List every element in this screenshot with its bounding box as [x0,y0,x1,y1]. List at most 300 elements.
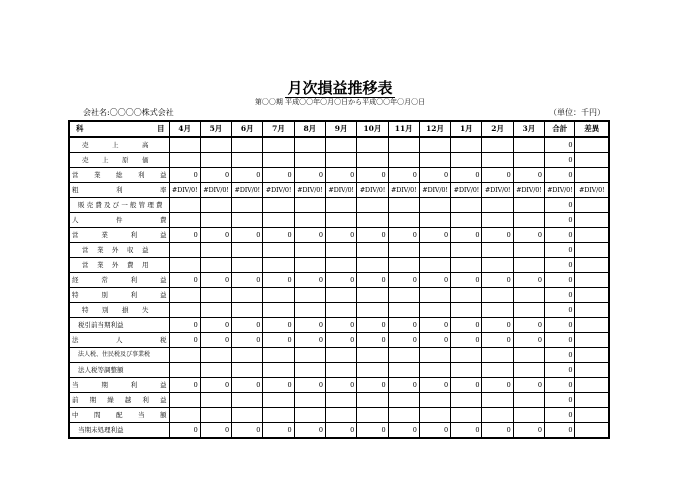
table-cell[interactable] [294,408,325,423]
table-cell[interactable] [200,153,231,168]
table-cell[interactable] [357,393,388,408]
table-cell[interactable]: 0 [169,318,200,333]
table-cell[interactable]: 0 [545,423,575,439]
table-cell[interactable]: 0 [263,318,294,333]
table-cell[interactable] [325,408,356,423]
table-cell[interactable] [232,258,263,273]
table-cell[interactable]: 0 [357,273,388,288]
table-cell[interactable]: 0 [294,228,325,243]
row-label: 税引前当期利益 [69,318,169,333]
table-cell[interactable] [513,408,544,423]
table-cell[interactable]: 0 [357,333,388,348]
table-cell[interactable] [169,288,200,303]
table-cell[interactable] [294,153,325,168]
table-cell[interactable]: 0 [388,273,419,288]
table-cell[interactable]: 0 [482,228,513,243]
table-cell[interactable]: 0 [325,333,356,348]
table-cell[interactable]: 0 [263,273,294,288]
column-header: 1月 [451,121,482,137]
table-cell[interactable]: 0 [451,168,482,183]
table-cell[interactable]: #DIV/0! [294,183,325,198]
table-cell[interactable] [263,408,294,423]
table-cell[interactable]: 0 [482,333,513,348]
table-cell[interactable]: #DIV/0! [200,183,231,198]
table-cell[interactable] [200,137,231,153]
table-cell[interactable] [388,258,419,273]
table-cell[interactable]: 0 [388,318,419,333]
table-cell[interactable] [357,258,388,273]
table-cell[interactable] [357,303,388,318]
table-cell[interactable]: 0 [325,168,356,183]
table-cell[interactable]: 0 [482,378,513,393]
table-cell[interactable] [294,198,325,213]
table-cell[interactable]: 0 [294,333,325,348]
table-cell[interactable] [575,423,609,439]
table-cell[interactable]: 0 [200,318,231,333]
table-cell[interactable] [232,213,263,228]
table-cell[interactable] [200,348,231,363]
table-cell[interactable]: 0 [169,228,200,243]
table-cell[interactable] [263,303,294,318]
table-cell[interactable] [575,258,609,273]
table-cell[interactable] [232,348,263,363]
table-cell[interactable]: #DIV/0! [482,183,513,198]
column-header: 5月 [200,121,231,137]
table-cell[interactable]: 0 [419,333,450,348]
column-header: 4月 [169,121,200,137]
table-cell[interactable] [388,393,419,408]
table-cell[interactable]: 0 [545,288,575,303]
table-cell[interactable] [451,348,482,363]
table-cell[interactable] [419,288,450,303]
table-cell[interactable] [232,198,263,213]
table-cell[interactable]: 0 [513,333,544,348]
table-cell[interactable] [232,243,263,258]
table-cell[interactable] [482,288,513,303]
table-cell[interactable] [263,393,294,408]
table-cell[interactable] [575,243,609,258]
row-label: 販売費及び一般管理費 [69,198,169,213]
table-cell[interactable]: 0 [419,318,450,333]
table-cell[interactable] [513,348,544,363]
table-cell[interactable] [419,303,450,318]
table-cell[interactable] [513,243,544,258]
table-cell[interactable] [232,393,263,408]
table-cell[interactable]: 0 [263,378,294,393]
table-cell[interactable] [575,348,609,363]
table-cell[interactable]: 0 [419,273,450,288]
table-cell[interactable] [325,153,356,168]
column-header: 7月 [263,121,294,137]
table-cell[interactable] [325,393,356,408]
table-cell[interactable] [513,198,544,213]
table-cell[interactable] [169,363,200,378]
column-header: 3月 [513,121,544,137]
table-cell[interactable] [451,408,482,423]
table-cell[interactable] [451,258,482,273]
table-row [69,273,609,288]
table-cell[interactable]: 0 [545,137,575,153]
table-cell[interactable] [325,198,356,213]
table-cell[interactable] [388,213,419,228]
table-cell[interactable] [200,198,231,213]
table-cell[interactable] [513,393,544,408]
table-cell[interactable]: 0 [482,423,513,439]
table-cell[interactable]: 0 [232,273,263,288]
table-cell[interactable] [575,153,609,168]
table-cell[interactable] [451,393,482,408]
table-cell[interactable]: 0 [451,378,482,393]
table-cell[interactable]: 0 [545,228,575,243]
table-cell[interactable]: 0 [263,423,294,439]
table-cell[interactable] [169,393,200,408]
table-cell[interactable]: 0 [545,303,575,318]
table-cell[interactable]: 0 [451,423,482,439]
table-cell[interactable] [263,243,294,258]
table-cell[interactable] [451,363,482,378]
table-cell[interactable]: 0 [388,333,419,348]
table-cell[interactable] [575,213,609,228]
table-row [69,378,609,393]
table-cell[interactable]: 0 [545,153,575,168]
table-cell[interactable] [200,363,231,378]
column-header: 6月 [232,121,263,137]
table-cell[interactable] [482,408,513,423]
table-cell[interactable] [482,137,513,153]
table-cell[interactable] [513,258,544,273]
table-cell[interactable]: 0 [169,168,200,183]
table-cell[interactable] [575,273,609,288]
table-cell[interactable] [419,153,450,168]
table-cell[interactable] [388,153,419,168]
table-cell[interactable] [232,153,263,168]
table-cell[interactable] [169,153,200,168]
table-cell[interactable]: 0 [263,168,294,183]
table-cell[interactable] [325,348,356,363]
table-cell[interactable] [325,258,356,273]
table-cell[interactable]: 0 [545,318,575,333]
table-cell[interactable]: 0 [545,258,575,273]
table-cell[interactable]: 0 [545,198,575,213]
table-cell[interactable]: 0 [513,168,544,183]
table-cell[interactable]: 0 [357,318,388,333]
table-cell[interactable]: 0 [451,228,482,243]
table-cell[interactable]: 0 [169,273,200,288]
table-cell[interactable] [325,288,356,303]
table-cell[interactable] [482,213,513,228]
table-cell[interactable] [200,393,231,408]
table-cell[interactable]: 0 [232,423,263,439]
table-cell[interactable] [357,213,388,228]
table-cell[interactable] [388,408,419,423]
table-cell[interactable]: 0 [419,378,450,393]
table-cell[interactable] [325,137,356,153]
table-cell[interactable] [388,198,419,213]
table-cell[interactable]: 0 [294,423,325,439]
table-cell[interactable]: 0 [357,378,388,393]
table-cell[interactable] [294,363,325,378]
table-cell[interactable] [232,137,263,153]
table-cell[interactable] [169,243,200,258]
table-cell[interactable]: 0 [451,273,482,288]
table-cell[interactable]: 0 [545,333,575,348]
table-cell[interactable]: 0 [200,378,231,393]
table-cell[interactable] [294,137,325,153]
table-cell[interactable]: #DIV/0! [232,183,263,198]
table-cell[interactable] [513,213,544,228]
table-cell[interactable] [263,258,294,273]
table-cell[interactable]: 0 [482,318,513,333]
table-cell[interactable] [357,408,388,423]
table-cell[interactable] [357,198,388,213]
table-cell[interactable] [451,243,482,258]
column-header: 9月 [325,121,356,137]
table-cell[interactable]: #DIV/0! [419,183,450,198]
table-cell[interactable]: #DIV/0! [325,183,356,198]
table-cell[interactable] [169,198,200,213]
table-cell[interactable]: 0 [513,378,544,393]
table-cell[interactable]: #DIV/0! [263,183,294,198]
table-cell[interactable] [388,288,419,303]
table-cell[interactable] [169,213,200,228]
table-cell[interactable]: 0 [325,273,356,288]
table-cell[interactable] [263,348,294,363]
table-cell[interactable] [575,408,609,423]
table-cell[interactable] [357,137,388,153]
table-cell[interactable] [451,137,482,153]
table-cell[interactable] [232,288,263,303]
table-cell[interactable] [357,348,388,363]
table-cell[interactable]: #DIV/0! [513,183,544,198]
table-row [69,348,609,363]
table-cell[interactable] [575,168,609,183]
table-cell[interactable]: 0 [325,423,356,439]
table-cell[interactable] [169,408,200,423]
table-cell[interactable]: 0 [294,168,325,183]
table-cell[interactable] [325,363,356,378]
table-cell[interactable] [357,363,388,378]
table-cell[interactable] [575,378,609,393]
table-cell[interactable] [294,288,325,303]
table-cell[interactable] [388,137,419,153]
table-cell[interactable] [419,348,450,363]
table-cell[interactable]: 0 [169,333,200,348]
table-cell[interactable]: 0 [294,318,325,333]
table-cell[interactable] [200,303,231,318]
table-cell[interactable] [263,153,294,168]
table-cell[interactable]: 0 [200,168,231,183]
table-cell[interactable]: 0 [200,228,231,243]
table-cell[interactable] [294,258,325,273]
table-cell[interactable] [169,303,200,318]
table-cell[interactable] [575,303,609,318]
table-cell[interactable] [451,198,482,213]
table-cell[interactable] [357,243,388,258]
table-row [69,363,609,378]
table-cell[interactable] [513,288,544,303]
table-cell[interactable]: 0 [232,168,263,183]
table-cell[interactable] [200,408,231,423]
table-cell[interactable]: 0 [545,378,575,393]
table-cell[interactable] [357,153,388,168]
table-cell[interactable] [169,348,200,363]
table-cell[interactable] [575,393,609,408]
row-label: 法 人 税 [69,333,169,348]
table-cell[interactable]: 0 [263,228,294,243]
table-cell[interactable] [482,303,513,318]
table-cell[interactable] [325,213,356,228]
table-cell[interactable]: 0 [388,228,419,243]
table-cell[interactable]: 0 [545,273,575,288]
table-cell[interactable]: #DIV/0! [388,183,419,198]
table-cell[interactable]: 0 [232,318,263,333]
table-cell[interactable]: 0 [357,168,388,183]
table-cell[interactable]: 0 [388,378,419,393]
table-cell[interactable] [388,303,419,318]
table-cell[interactable]: 0 [545,213,575,228]
table-cell[interactable] [294,213,325,228]
table-cell[interactable]: 0 [545,393,575,408]
table-cell[interactable] [388,348,419,363]
table-cell[interactable] [419,243,450,258]
table-cell[interactable]: 0 [325,228,356,243]
table-cell[interactable] [419,393,450,408]
table-cell[interactable]: 0 [482,168,513,183]
table-cell[interactable] [482,258,513,273]
table-cell[interactable]: 0 [451,333,482,348]
table-cell[interactable] [482,198,513,213]
table-cell[interactable] [513,303,544,318]
row-label: 売 上 高 [69,137,169,153]
table-cell[interactable]: 0 [545,363,575,378]
table-cell[interactable]: 0 [294,273,325,288]
table-cell[interactable]: 0 [169,423,200,439]
table-cell[interactable] [575,333,609,348]
table-cell[interactable] [232,363,263,378]
table-cell[interactable] [419,258,450,273]
table-cell[interactable]: #DIV/0! [169,183,200,198]
table-cell[interactable] [232,408,263,423]
table-row [69,318,609,333]
table-cell[interactable] [575,318,609,333]
table-cell[interactable] [419,137,450,153]
table-cell[interactable] [263,288,294,303]
table-cell[interactable] [482,363,513,378]
table-cell[interactable] [451,153,482,168]
table-cell[interactable] [575,198,609,213]
table-row [69,183,609,198]
table-cell[interactable]: 0 [545,348,575,363]
table-cell[interactable]: 0 [200,333,231,348]
table-cell[interactable] [200,243,231,258]
table-cell[interactable]: 0 [419,423,450,439]
table-cell[interactable] [294,393,325,408]
table-cell[interactable]: 0 [325,378,356,393]
table-cell[interactable] [482,393,513,408]
table-cell[interactable]: 0 [419,228,450,243]
table-cell[interactable] [200,288,231,303]
table-cell[interactable] [325,243,356,258]
table-cell[interactable] [575,363,609,378]
table-cell[interactable]: 0 [513,318,544,333]
table-cell[interactable]: #DIV/0! [545,183,575,198]
table-cell[interactable]: 0 [169,378,200,393]
table-cell[interactable]: 0 [545,168,575,183]
table-cell[interactable]: 0 [388,168,419,183]
table-cell[interactable] [451,303,482,318]
table-cell[interactable] [263,213,294,228]
table-cell[interactable]: 0 [357,228,388,243]
table-cell[interactable] [575,288,609,303]
table-cell[interactable] [419,198,450,213]
table-cell[interactable]: 0 [232,378,263,393]
table-cell[interactable] [169,258,200,273]
table-cell[interactable]: 0 [513,423,544,439]
account-header-left: 科 [76,124,84,133]
table-cell[interactable] [451,288,482,303]
table-cell[interactable]: 0 [200,423,231,439]
table-cell[interactable] [482,348,513,363]
table-cell[interactable]: 0 [451,318,482,333]
table-cell[interactable] [575,228,609,243]
table-row [69,303,609,318]
table-cell[interactable] [200,258,231,273]
table-cell[interactable]: #DIV/0! [357,183,388,198]
table-cell[interactable] [169,137,200,153]
table-cell[interactable]: 0 [388,423,419,439]
table-cell[interactable] [294,348,325,363]
table-cell[interactable]: 0 [232,228,263,243]
table-cell[interactable]: 0 [513,273,544,288]
table-cell[interactable] [263,363,294,378]
row-label: 経 常 利 益 [69,273,169,288]
table-cell[interactable] [513,137,544,153]
table-cell[interactable] [419,363,450,378]
table-cell[interactable] [263,137,294,153]
table-cell[interactable]: 0 [357,423,388,439]
table-cell[interactable]: 0 [232,333,263,348]
table-cell[interactable] [419,408,450,423]
table-cell[interactable] [388,243,419,258]
table-cell[interactable] [325,303,356,318]
table-cell[interactable]: 0 [294,378,325,393]
table-cell[interactable]: 0 [325,318,356,333]
table-cell[interactable]: 0 [482,273,513,288]
table-cell[interactable]: 0 [263,333,294,348]
table-cell[interactable] [388,363,419,378]
table-cell[interactable] [451,213,482,228]
table-cell[interactable]: 0 [545,408,575,423]
table-cell[interactable] [200,213,231,228]
table-cell[interactable] [513,363,544,378]
table-cell[interactable] [482,153,513,168]
table-cell[interactable] [294,243,325,258]
table-cell[interactable] [357,288,388,303]
table-cell[interactable]: 0 [419,168,450,183]
table-cell[interactable] [294,303,325,318]
table-cell[interactable]: 0 [513,228,544,243]
table-cell[interactable] [513,153,544,168]
table-cell[interactable] [482,243,513,258]
table-cell[interactable] [575,137,609,153]
table-cell[interactable]: #DIV/0! [575,183,609,198]
table-cell[interactable] [263,198,294,213]
table-cell[interactable]: 0 [545,243,575,258]
table-cell[interactable] [232,303,263,318]
table-cell[interactable]: #DIV/0! [451,183,482,198]
table-cell[interactable]: 0 [200,273,231,288]
table-cell[interactable] [419,213,450,228]
